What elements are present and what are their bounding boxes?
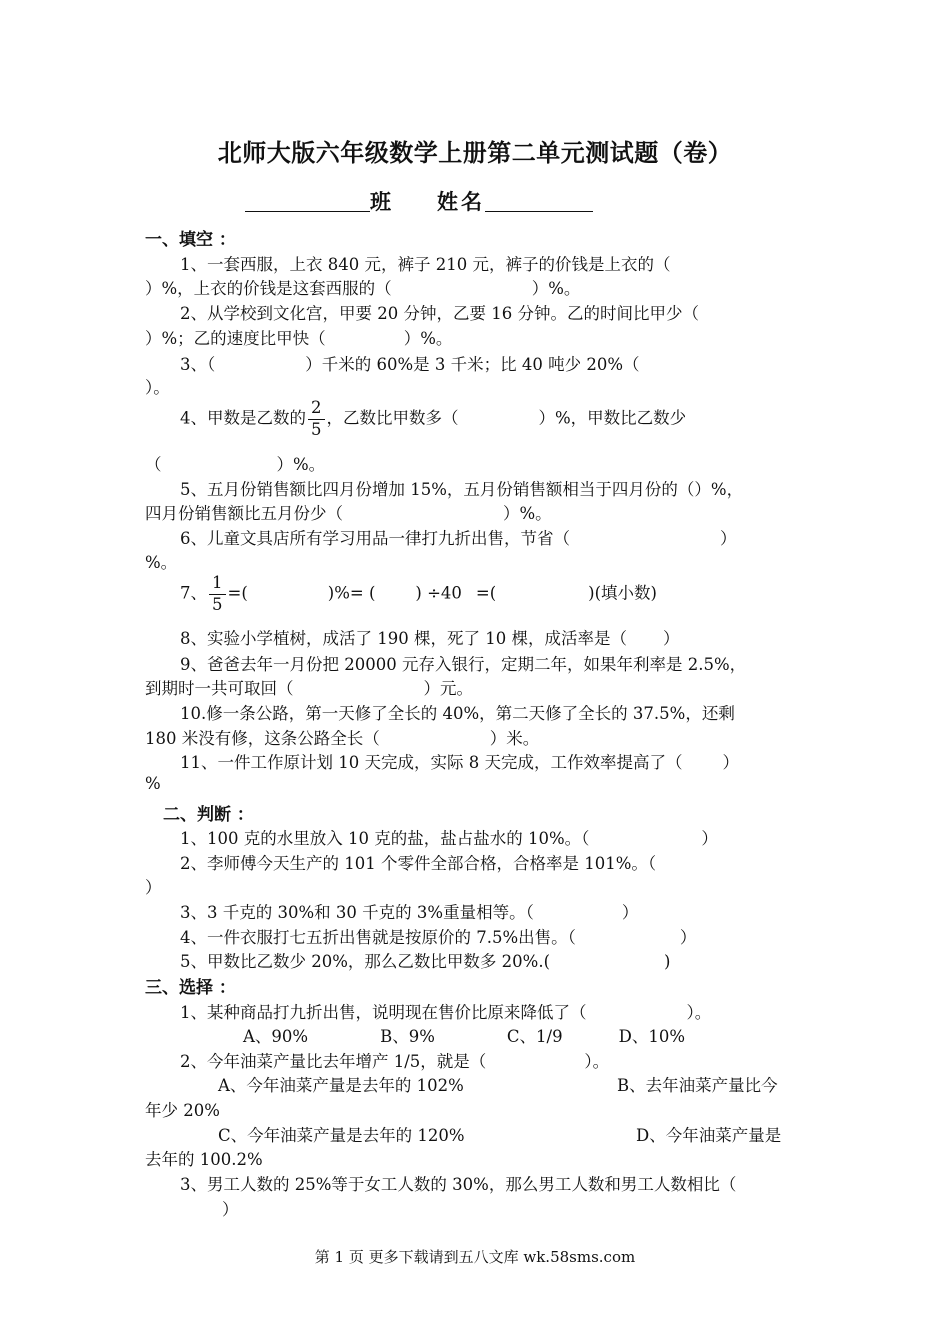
choice-q2-option-c[interactable]: C、今年油菜产量是去年的 120% xyxy=(218,1126,465,1145)
q2-line1: 2、从学校到文化宫，甲要 20 分钟，乙要 16 分钟。乙的时间比甲少（ xyxy=(180,304,699,323)
judge-q3: 3、3 千克的 30%和 30 千克的 3%重量相等。（ ） xyxy=(180,903,639,922)
choice-q3-line2: ） xyxy=(222,1200,239,1219)
fraction-one-fifth: $\frac{1}{5}$ xyxy=(209,575,226,613)
class-blank[interactable] xyxy=(245,189,370,212)
choice-q2-option-b-cont: 年少 20% xyxy=(145,1101,220,1120)
q10-line2: 180 米没有修，这条公路全长（ ）米。 xyxy=(145,729,540,748)
q11-line2: % xyxy=(145,774,161,793)
judge-q1: 1、100 克的水里放入 10 克的盐，盐占盐水的 10%。（ ） xyxy=(180,829,718,848)
choice-q1-option-a[interactable]: A、90% xyxy=(243,1027,309,1046)
choice-q2-option-a[interactable]: A、今年油菜产量是去年的 102% xyxy=(218,1076,464,1095)
class-name-line xyxy=(245,186,593,216)
judge-q5: 5、甲数比乙数少 20%，那么乙数比甲数多 20%.( ) xyxy=(180,952,671,971)
q8-line: 8、实验小学植树，成活了 190 棵，死了 10 棵，成活率是（ ） xyxy=(180,629,680,648)
q3-line2: ）。 xyxy=(145,378,170,397)
q1-line1: 1、一套西服，上衣 840 元，裤子 210 元，裤子的价钱是上衣的（ xyxy=(180,255,671,274)
class-label: 班 xyxy=(370,189,391,214)
q5-line1: 5、五月份销售额比四月份增加 15%，五月份销售额相当于四月份的（）%， xyxy=(180,480,744,499)
q6-line2: %。 xyxy=(145,553,178,572)
q1-line2: ）%，上衣的价钱是这套西服的（ ）%。 xyxy=(145,279,581,298)
section-judgement-heading: 二、判断 ： xyxy=(163,805,254,825)
section-choice-heading: 三、选择 ： xyxy=(145,978,236,998)
q9-line2: 到期时一共可取回（ ）元。 xyxy=(145,679,473,698)
q9-line1: 9、爸爸去年一月份把 20000 元存入银行，定期二年，如果年利率是 2.5%， xyxy=(180,655,747,674)
choice-q2: 2、今年油菜产量比去年增产 1/5，就是（ ）。 xyxy=(180,1052,610,1071)
q10-line1: 10.修一条公路，第一天修了全长的 40%，第二天修了全长的 37.5%，还剩 xyxy=(180,704,735,723)
judge-q4: 4、一件衣服打七五折出售就是按原价的 7.5%出售。（ ） xyxy=(180,928,697,947)
choice-q2-option-d-cont: 去年的 100.2% xyxy=(145,1150,263,1169)
choice-q1-options xyxy=(243,1023,685,1047)
name-blank[interactable] xyxy=(485,189,593,212)
q3-line1: 3、（ ）千米的 60%是 3 千米；比 40 吨少 20%（ xyxy=(180,355,640,374)
judge-q2-line2: ） xyxy=(145,878,162,897)
q4-line1: 4、甲数是乙数的 $\frac{2}{5}$ ，乙数比甲数多（ ）%，甲数比乙数少 xyxy=(180,398,687,439)
name-label: 姓名 xyxy=(437,189,485,214)
fraction-two-fifths: $\frac{2}{5}$ xyxy=(308,400,325,438)
section-fill-blank-heading: 一、填空 ： xyxy=(145,230,236,250)
choice-q1-option-c[interactable]: C、1/9 xyxy=(506,1027,563,1046)
q6-line1: 6、儿童文具店所有学习用品一律打九折出售，节省（ ） xyxy=(180,529,737,548)
q2-line2: ）%；乙的速度比甲快（ ）%。 xyxy=(145,329,453,348)
choice-q1: 1、某种商品打九折出售，说明现在售价比原来降低了（ ）。 xyxy=(180,1003,712,1022)
page-footer: 第 1 页 更多下载请到五八文库 wk.58sms.com xyxy=(314,1248,636,1266)
choice-q2-option-b[interactable]: B、去年油菜产量比今 xyxy=(617,1076,778,1095)
q11-line1: 11、一件工作原计划 10 天完成，实际 8 天完成，工作效率提高了（ ） xyxy=(180,753,739,772)
q7-line: 7、 $\frac{1}{5}$ =( )%= ( ) ÷40 =( )(填小数) xyxy=(180,573,657,614)
q4-line2: （ ）%。 xyxy=(145,455,326,474)
page-title: 北师大版六年级数学上册第二单元测试题（卷） xyxy=(217,138,733,167)
choice-q1-option-d[interactable]: D、10% xyxy=(618,1027,685,1046)
choice-q1-option-b[interactable]: B、9% xyxy=(380,1027,435,1046)
q5-line2: 四月份销售额比五月份少（ ）%。 xyxy=(145,504,552,523)
choice-q3-line1: 3、男工人数的 25%等于女工人数的 30%，那么男工人数和男工人数相比（ xyxy=(180,1175,737,1194)
judge-q2-line1: 2、李师傅今天生产的 101 个零件全部合格，合格率是 101%。（ xyxy=(180,854,657,873)
choice-q2-option-d[interactable]: D、今年油菜产量是 xyxy=(636,1126,782,1145)
